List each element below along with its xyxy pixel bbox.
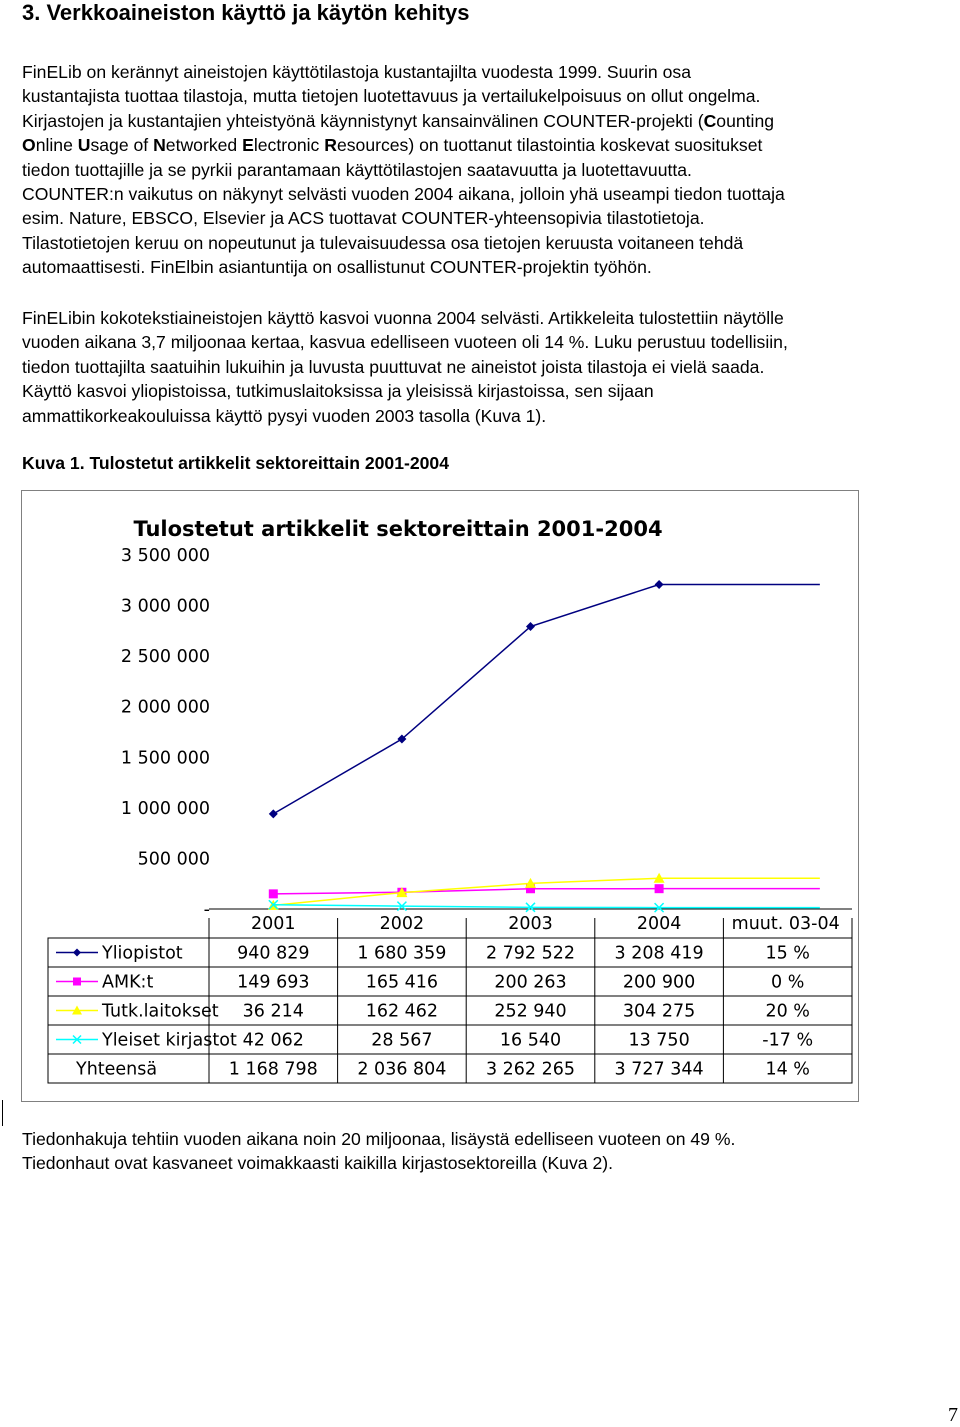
section-heading: 3. Verkkoaineiston käyttö ja käytön kehitys	[22, 0, 470, 25]
bold-initial: E	[242, 135, 254, 156]
bold-initial: R	[324, 135, 337, 156]
square-marker	[269, 889, 278, 898]
data-table-cell: 13 750	[628, 1030, 690, 1051]
x-tick-label: 2003	[508, 914, 553, 934]
y-tick-label: 1 000 000	[120, 798, 210, 819]
text-run: lectronic	[253, 135, 325, 156]
total-row-change-cell: 14 %	[765, 1059, 810, 1080]
bold-initial: O	[22, 135, 36, 156]
legend-label: Yliopistot	[102, 943, 183, 964]
paragraph-line: COUNTER:n vaikutus on näkynyt selvästi vuoden 2004 aikana, jolloin yhä useampi tiedon tuottaja	[22, 184, 785, 205]
paragraph-line: tiedon tuottajille ja se pyrkii parantamaan käyttötilastojen saatavuutta ja luotettavuutta.	[22, 159, 692, 180]
data-table-cell: 2 792 522	[485, 943, 576, 964]
x-tick-label: 2001	[251, 914, 296, 934]
paragraph-line: Tiedonhakuja tehtiin vuoden aikana noin 20 miljoonaa, lisäystä edelliseen vuoteen on 49 %.	[22, 1129, 736, 1149]
y-tick-label: 2 000 000	[120, 697, 210, 718]
data-table-cell: 304 275	[622, 1001, 696, 1022]
diamond-marker	[269, 809, 278, 818]
data-table-change-cell: -17 %	[762, 1030, 814, 1051]
paragraph-line: vuoden aikana 3,7 miljoonaa kertaa, kasvua edelliseen vuoteen oli 14 %. Luku perustuu todellisiin,	[22, 332, 788, 353]
text-run: esources) on tuottanut tilastointia koskevat suositukset	[336, 135, 763, 156]
data-table-cell: 200 263	[494, 972, 567, 993]
change-column-header: muut. 03-04	[731, 914, 840, 934]
data-table-change-cell: 15 %	[765, 943, 810, 964]
series-line	[273, 889, 820, 894]
y-tick-label: 500 000	[137, 849, 210, 870]
bold-initial: C	[703, 110, 717, 131]
text-run: Kirjastojen ja kustantajien yhteistyönä käynnistynyt kansainvälinen COUNTER-projekti (	[22, 110, 704, 131]
y-tick-label: 2 500 000	[120, 647, 210, 668]
paragraph-counter-intro	[22, 60, 952, 280]
text-run: nline	[35, 135, 78, 156]
data-table-cell: 42 062	[242, 1030, 304, 1051]
paragraph-line: Käyttö kasvoi yliopistoissa, tutkimuslaitoksissa ja yleisissä kirjastoissa, sen sijaan	[22, 381, 654, 402]
text-run: sage of	[90, 135, 154, 156]
series-line	[273, 584, 820, 813]
chart-title: Tulostetut artikkelit sektoreittain 2001-2004	[133, 517, 663, 541]
data-table-change-cell: 0 %	[771, 972, 805, 993]
data-table-cell: 3 208 419	[614, 943, 704, 964]
x-tick-label: 2004	[636, 914, 682, 934]
paragraph-line: esim. Nature, EBSCO, Elsevier ja ACS tuottavat COUNTER-yhteensopivia tilastotietoja.	[22, 208, 705, 229]
paragraph-searches	[22, 1127, 952, 1176]
total-row-label: Yhteensä	[76, 1059, 158, 1080]
square-marker	[73, 978, 81, 986]
total-row-cell: 1 168 798	[228, 1059, 318, 1080]
page-number: 7	[948, 1404, 958, 1426]
series-line	[273, 905, 820, 908]
paragraph-line: FinELibin kokotekstiaineistojen käyttö kasvoi vuonna 2004 selvästi. Artikkeleita tulostettiin näytölle	[22, 308, 784, 328]
data-table-cell: 252 940	[494, 1001, 567, 1022]
y-tick-label: 3 000 000	[120, 596, 210, 617]
bold-initial: N	[153, 135, 166, 156]
paragraph-line: tiedon tuottajilta saatuihin lukuihin ja luvusta puuttuvat ne aineistot joista tilastoja ei vielä saada.	[22, 356, 765, 377]
y-tick-label: 1 500 000	[120, 748, 210, 769]
total-row-cell: 2 036 804	[357, 1059, 447, 1080]
y-tick-label: -	[203, 900, 210, 920]
paragraph-usage-growth	[22, 306, 952, 428]
bold-initial: U	[77, 135, 91, 156]
legend-label: AMK:t	[102, 972, 154, 993]
data-table-cell: 16 540	[499, 1030, 562, 1051]
x-tick-label: 2002	[379, 914, 425, 934]
paragraph-line-counter-acronym	[22, 133, 952, 157]
diamond-marker	[73, 949, 81, 957]
data-table-cell: 165 416	[365, 972, 439, 993]
diamond-marker	[655, 580, 664, 589]
legend-label: Yleiset kirjastot	[102, 1030, 237, 1051]
paragraph-line-counter-acronym	[22, 109, 952, 133]
series-line	[273, 878, 820, 905]
paragraph-line: ammattikorkeakouluissa käyttö pysyi vuoden 2003 tasolla (Kuva 1).	[22, 405, 547, 426]
figure-caption: Kuva 1. Tulostetut artikkelit sektoreittain 2001-2004	[22, 453, 449, 473]
data-table-cell: 36 214	[242, 1001, 304, 1022]
chart-figure	[21, 490, 859, 1102]
data-table-cell: 149 693	[237, 972, 310, 993]
data-table-change-cell: 20 %	[765, 1001, 810, 1022]
total-row-cell: 3 262 265	[485, 1059, 576, 1080]
square-marker	[655, 884, 664, 893]
y-tick-label: 3 500 000	[120, 546, 210, 566]
data-table-cell: 200 900	[622, 972, 696, 993]
data-table-cell: 940 829	[237, 943, 310, 964]
data-table-cell: 1 680 359	[357, 943, 447, 964]
data-table-cell: 28 567	[371, 1030, 433, 1051]
line-chart	[22, 491, 858, 1101]
paragraph-line: Tiedonhaut ovat kasvaneet voimakkaasti kaikilla kirjastosektoreilla (Kuva 2).	[22, 1153, 613, 1174]
paragraph-line: automaattisesti. FinElbin asiantuntija on osallistunut COUNTER-projektin työhön.	[22, 257, 652, 278]
text-run: etworked	[165, 135, 243, 156]
legend-label: Tutk.laitokset	[102, 1001, 219, 1022]
total-row-cell: 3 727 344	[614, 1059, 704, 1080]
text-run: ounting	[716, 110, 775, 131]
paragraph-line: FinELib on kerännyt aineistojen käyttötilastoja kustantajilta vuodesta 1999. Suurin osa	[22, 62, 691, 82]
change-bar	[2, 1100, 3, 1126]
paragraph-line: kustantajista tuottaa tilastoja, mutta tietojen luotettavuus ja vertailukelpoisuus on ollut ongelma.	[22, 86, 761, 107]
data-table-cell: 162 462	[365, 1001, 439, 1022]
paragraph-line: Tilastotietojen keruu on nopeutunut ja tulevaisuudessa osa tietojen keruusta voitaneen tehdä	[22, 232, 744, 253]
